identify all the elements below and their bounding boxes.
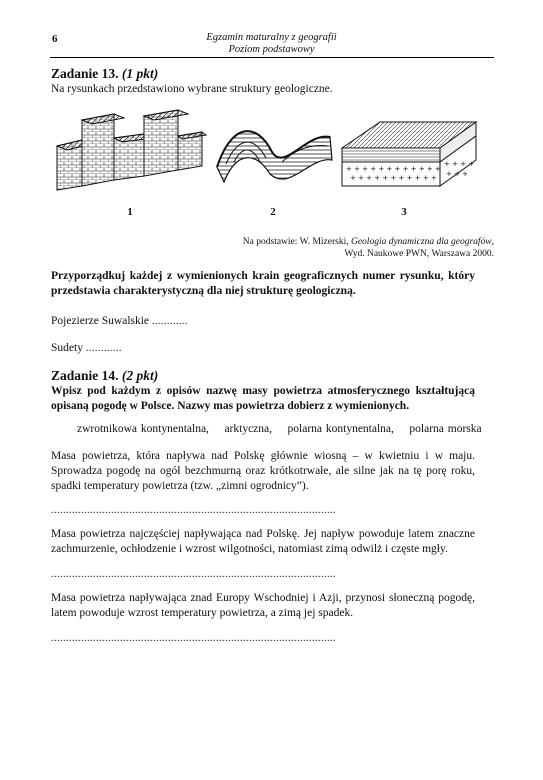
source-book-title: Geologia dynamiczna dla geografów (350, 237, 492, 247)
task13-title (51, 66, 158, 82)
answer-line-1[interactable]: ............................................................................................... (51, 505, 336, 516)
exam-header (0, 32, 543, 56)
header-rule (50, 57, 494, 58)
task13-intro: Na rysunkach przedstawiono wybrane struktury geologiczne. (51, 83, 333, 95)
answer-line-3[interactable]: ............................................................................................... (51, 633, 336, 644)
task13-title-text: Zadanie 13. (51, 66, 119, 81)
answer-line-2[interactable]: ............................................................................................... (51, 569, 336, 580)
svg-text:+ + + + + + + + + + + +: + + + + + + + + + + + + (346, 165, 441, 173)
option-item: arktyczna, (224, 423, 273, 435)
description-1: Masa powietrza, która napływa nad Polskę głównie wiosną – w kwietniu i w maju. Sprowadza pogodę na ogół bezchmurną oraz krótkotrwałe, ale silne jak na tę porę roku, spadki temperatury powietrza (tzw. „zimni ogrodnicy”). (51, 450, 475, 492)
answer-label: Sudety (51, 342, 83, 354)
description-3: Masa powietrza napływająca znad Europy Wschodniej i Azji, przynosi słoneczną pogodę, latem powoduje wzrost temperatury powietrza, a zimą jej spadek. (51, 592, 475, 619)
figure-2-label: 2 (270, 206, 276, 218)
answer-blank[interactable]: ............ (151, 316, 188, 327)
svg-text:+ + + + + + + + + + +: + + + + + + + + + + + (350, 174, 437, 182)
option-item: zwrotnikowa kontynentalna, (77, 423, 209, 435)
answer-blank[interactable]: ............ (85, 343, 122, 354)
svg-text:+ + +: + + + (446, 170, 469, 178)
exam-level: Poziom podstawowy (228, 44, 315, 55)
task14-points: (2 pkt) (121, 368, 159, 383)
figure-source (134, 236, 494, 260)
source-line-2: Wyd. Naukowe PWN, Warszawa 2000. (344, 249, 494, 259)
svg-text:+ + + +: + + + + (444, 160, 475, 168)
task13-instruction: Przyporządkuj każdej z wymienionych krain geograficznych numer rysunku, który przedstawia charakterystyczną dla niej strukturę geologiczną. (51, 270, 475, 297)
description-2: Masa powietrza najczęściej napływająca nad Polskę. Jej napływ powoduje latem znaczne zachmurzenie, ochłodzenie i wzrost wilgotności, natomiast zimą odwilż i częste mgły. (51, 528, 475, 555)
task14-title (51, 368, 158, 384)
task14-instruction: Wpisz pod każdym z opisów nazwę masy powietrza atmosferycznego kształtującą opisaną pogodę w Polsce. Nazwy mas powietrza dobierz z wymienionych. (51, 385, 475, 412)
horizontal-layers-on-crystalline-basement-icon (340, 118, 478, 190)
answer-label: Pojezierze Suwalskie (51, 315, 150, 327)
fault-block-structure-icon (52, 108, 207, 193)
task14-title-text: Zadanie 14. (51, 368, 119, 383)
air-mass-options (77, 423, 482, 435)
option-item: polarna kontynentalna, (287, 423, 394, 435)
figure-1-label: 1 (127, 206, 133, 218)
task13-points: (1 pkt) (121, 66, 159, 81)
option-item: polarna morska (409, 423, 482, 435)
answer-row-sudety (51, 341, 122, 356)
page-number: 6 (52, 33, 58, 45)
fold-structure-icon (212, 112, 337, 187)
figure-3-label: 3 (401, 206, 407, 218)
source-line-1: Na podstawie: W. Mizerski, Geologia dynamiczna dla geografów, (242, 237, 494, 247)
answer-row-suwalskie (51, 314, 188, 329)
exam-title: Egzamin maturalny z geografii (206, 32, 337, 43)
